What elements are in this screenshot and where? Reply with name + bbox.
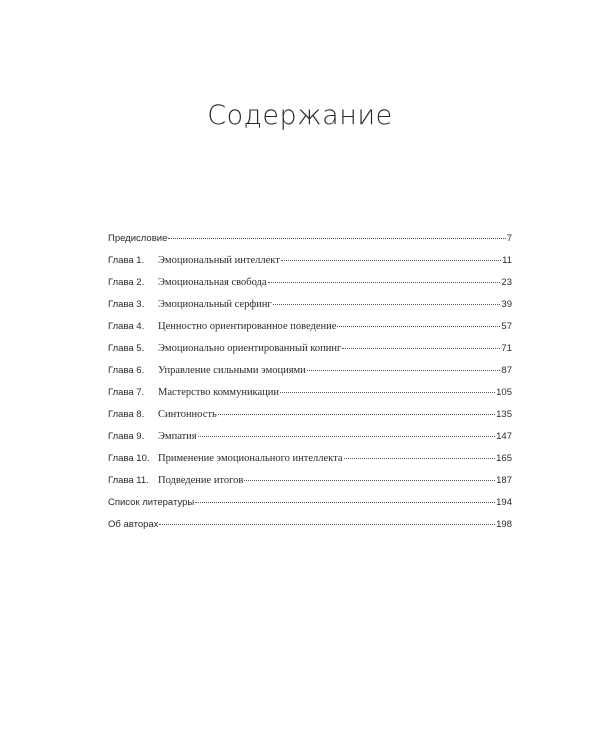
toc-entry-page: 135 — [496, 409, 512, 420]
dot-leader — [280, 392, 495, 393]
toc-entry-page: 194 — [496, 497, 512, 508]
dot-leader — [281, 260, 501, 261]
toc-entry-title: Подведение итогов — [158, 475, 244, 486]
toc-entry-references[interactable] — [108, 496, 512, 518]
toc-entry-page: 165 — [496, 453, 512, 464]
toc-entry-title: Ценностно ориентированное поведение — [158, 321, 337, 332]
toc-entry-title: Эмпатия — [158, 431, 197, 442]
toc-entry-page: 39 — [501, 299, 512, 310]
chapter-label: Глава 8. — [108, 409, 145, 420]
toc-entry-title: Об авторах — [108, 519, 159, 530]
dot-leader — [342, 348, 500, 349]
toc-entry-title: Эмоциональный интеллект — [158, 255, 280, 266]
chapter-label: Глава 6. — [108, 365, 145, 376]
toc-entry-title: Синтонность — [158, 409, 217, 420]
dot-leader — [344, 458, 496, 459]
dot-leader — [159, 524, 495, 525]
toc-entry-title: Мастерство коммуникации — [158, 387, 280, 398]
toc-entry-title: Применение эмоционального интеллекта — [158, 453, 343, 464]
toc-entry-chapter-3[interactable] — [108, 298, 512, 320]
chapter-label: Глава 5. — [108, 343, 145, 354]
chapter-label: Глава 2. — [108, 277, 145, 288]
toc-entry-page: 71 — [501, 343, 512, 354]
toc-entry-page: 147 — [496, 431, 512, 442]
toc-entry-title: Предисловие — [108, 233, 168, 244]
toc-entry-title: Эмоционально ориентированный копинг — [158, 343, 342, 354]
toc-entry-page: 7 — [506, 233, 512, 244]
toc-entry-chapter-6[interactable] — [108, 364, 512, 386]
toc-entry-chapter-1[interactable] — [108, 254, 512, 276]
toc-entry-chapter-4[interactable] — [108, 320, 512, 342]
toc-entry-page: 23 — [501, 277, 512, 288]
table-of-contents — [108, 232, 512, 540]
toc-entry-chapter-9[interactable] — [108, 430, 512, 452]
dot-leader — [273, 304, 501, 305]
chapter-label: Глава 9. — [108, 431, 145, 442]
chapter-label: Глава 1. — [108, 255, 145, 266]
page-title: Содержание — [207, 100, 393, 131]
dot-leader — [195, 502, 495, 503]
chapter-label: Глава 3. — [108, 299, 145, 310]
chapter-label: Глава 10. — [108, 453, 150, 464]
toc-entry-page: 87 — [501, 365, 512, 376]
dot-leader — [268, 282, 501, 283]
toc-entry-about-authors[interactable] — [108, 518, 512, 540]
toc-entry-title: Управление сильными эмоциями — [158, 365, 306, 376]
toc-entry-preface[interactable] — [108, 232, 512, 254]
dot-leader — [198, 436, 496, 437]
toc-entry-page: 198 — [496, 519, 512, 530]
toc-entry-title: Эмоциональная свобода — [158, 277, 267, 288]
chapter-label: Глава 7. — [108, 387, 145, 398]
toc-entry-page: 105 — [496, 387, 512, 398]
toc-entry-title: Список литературы — [108, 497, 195, 508]
toc-entry-chapter-2[interactable] — [108, 276, 512, 298]
dot-leader — [307, 370, 501, 371]
toc-entry-chapter-11[interactable] — [108, 474, 512, 496]
toc-entry-page: 187 — [496, 475, 512, 486]
dot-leader — [218, 414, 495, 415]
toc-entry-chapter-10[interactable] — [108, 452, 512, 474]
dot-leader — [168, 238, 505, 239]
toc-entry-chapter-5[interactable] — [108, 342, 512, 364]
chapter-label: Глава 4. — [108, 321, 145, 332]
toc-entry-page: 57 — [501, 321, 512, 332]
toc-entry-chapter-8[interactable] — [108, 408, 512, 430]
toc-entry-page: 11 — [502, 255, 512, 266]
toc-entry-title: Эмоциональный серфинг — [158, 299, 272, 310]
dot-leader — [244, 480, 495, 481]
dot-leader — [337, 326, 500, 327]
chapter-label: Глава 11. — [108, 475, 149, 486]
toc-entry-chapter-7[interactable] — [108, 386, 512, 408]
